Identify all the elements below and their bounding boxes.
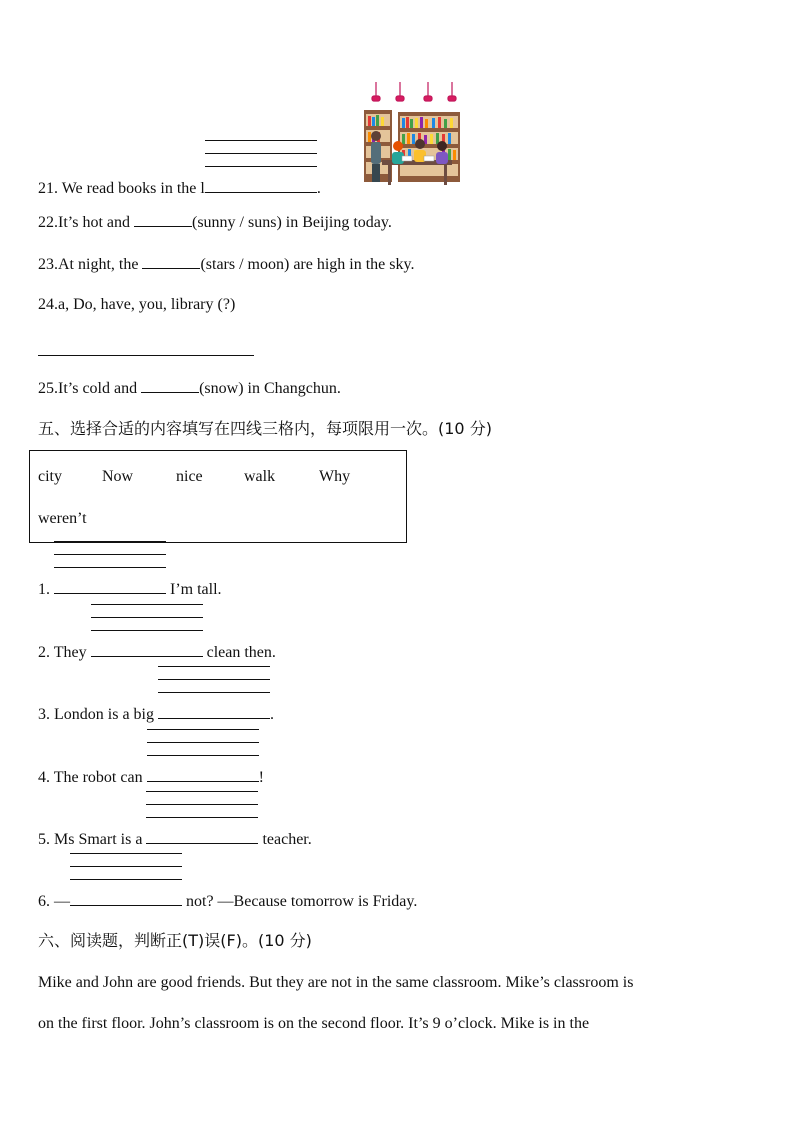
word-bank-item: city: [38, 468, 62, 485]
section5-item-1: 1. I’m tall.: [38, 579, 222, 600]
reading-paragraph-line: on the first floor. John’s classroom is on the second floor. It’s 9 o’clock. Mike is in the: [38, 1015, 590, 1032]
four-line-blank[interactable]: [147, 767, 259, 782]
question-23: 23.At night, the (stars / moon) are high in the sky.: [38, 256, 415, 273]
section5-item-3: 3. London is a big .: [38, 704, 274, 725]
answer-blank[interactable]: [142, 254, 200, 269]
word-bank-item: nice: [176, 468, 203, 485]
word-bank-item: walk: [244, 468, 276, 485]
word-bank-item: Now: [102, 468, 134, 485]
four-line-blank[interactable]: [158, 704, 270, 719]
question-21: 21. We read books in the l .: [38, 178, 321, 199]
question-25: 25.It’s cold and (snow) in Changchun.: [38, 380, 341, 397]
question-24: 24.a, Do, have, you, library (?): [38, 296, 236, 313]
question-22: 22.It’s hot and (sunny / suns) in Beijing today.: [38, 214, 392, 231]
section5-item-5: 5. Ms Smart is a teacher.: [38, 829, 312, 850]
section5-item-6: 6. — not? —Because tomorrow is Friday.: [38, 891, 417, 912]
word-bank-item: weren’t: [38, 510, 87, 527]
four-line-blank[interactable]: [146, 829, 258, 844]
answer-line[interactable]: [38, 355, 254, 356]
answer-blank[interactable]: [141, 378, 199, 393]
four-line-blank[interactable]: [205, 178, 317, 193]
section5-item-2: 2. They clean then.: [38, 642, 276, 663]
library-reading-icon: [362, 82, 462, 186]
four-line-blank[interactable]: [91, 642, 203, 657]
reading-paragraph-line: Mike and John are good friends. But they are not in the same classroom. Mike’s classroom is: [38, 974, 634, 991]
answer-blank[interactable]: [134, 212, 192, 227]
section-6-title: 六、阅读题，判断正(T)误(F)。(10 分): [38, 931, 312, 950]
four-line-blank[interactable]: [70, 891, 182, 906]
section5-item-4: 4. The robot can !: [38, 767, 264, 788]
section-5-title: 五、选择合适的内容填写在四线三格内，每项限用一次。(10 分): [38, 419, 492, 438]
word-bank: [29, 450, 407, 543]
word-bank-item: Why: [319, 468, 351, 485]
four-line-blank[interactable]: [54, 579, 166, 594]
